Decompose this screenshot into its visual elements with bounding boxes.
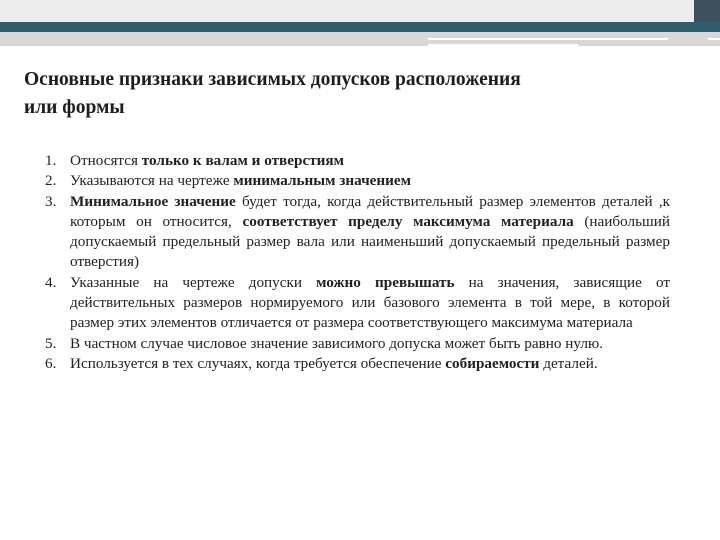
list-item-number: 5. — [45, 334, 57, 352]
bold-text-run: соответствует пределу максимума материала — [242, 212, 574, 230]
list-item-text — [70, 334, 670, 354]
features-list — [45, 151, 670, 374]
list-item — [45, 192, 670, 273]
list-item — [45, 354, 670, 374]
text-run: В частном случае числовое значение зависимого допуска может быть равно нулю. — [70, 334, 604, 352]
slide-title — [24, 66, 664, 122]
title-line-1: Основные признаки зависимых допусков расположения — [24, 69, 521, 90]
decor-line — [428, 44, 578, 46]
list-item — [45, 151, 670, 171]
text-run: Указанные на чертеже допуски — [70, 273, 317, 291]
header-corner-block — [694, 0, 720, 22]
text-run: Указываются на чертеже — [70, 172, 234, 190]
list-item — [45, 171, 670, 191]
bold-text-run: только к валам и отверстиям — [141, 152, 344, 169]
list-item-number: 6. — [45, 354, 57, 372]
list-item-number: 3. — [45, 192, 57, 210]
text-run: (наибольший допускаемый предельный размер вала или наименьший допускаемый предельный размер отверстия) — [70, 212, 670, 271]
bold-text-run: собираемости — [445, 354, 540, 372]
list-item-text — [70, 151, 670, 171]
bold-text-run: можно превышать — [316, 273, 455, 291]
text-run: Используется в тех случаях, когда требуется обеспечение — [70, 354, 446, 372]
text-run: на значения, зависящие от действительных размеров нормируемого или базового элемента в той мере, в которой размер этих элементов отличается от размера соответствующего максимума материала — [70, 273, 670, 332]
decor-line — [708, 38, 720, 40]
bold-text-run: Минимальное значение — [70, 192, 236, 210]
list-item — [45, 273, 670, 334]
text-run: будет тогда, когда действительный размер элементов деталей ,к которым он относится, — [70, 192, 670, 230]
list-item-number: 1. — [45, 152, 57, 169]
header-accent-band — [0, 22, 720, 32]
text-run: Относятся — [70, 152, 142, 169]
bold-text-run: минимальным значением — [233, 172, 411, 190]
list-item — [45, 334, 670, 354]
list-item-text — [70, 171, 670, 191]
list-item-number: 4. — [45, 273, 57, 291]
header-band — [0, 0, 720, 22]
text-run: деталей. — [539, 354, 598, 372]
list-item-text — [70, 273, 670, 334]
list-item-text — [70, 354, 670, 374]
decor-line — [428, 38, 668, 40]
list-item-number: 2. — [45, 172, 57, 190]
list-item-text — [70, 192, 670, 273]
title-line-2: или формы — [24, 97, 125, 118]
